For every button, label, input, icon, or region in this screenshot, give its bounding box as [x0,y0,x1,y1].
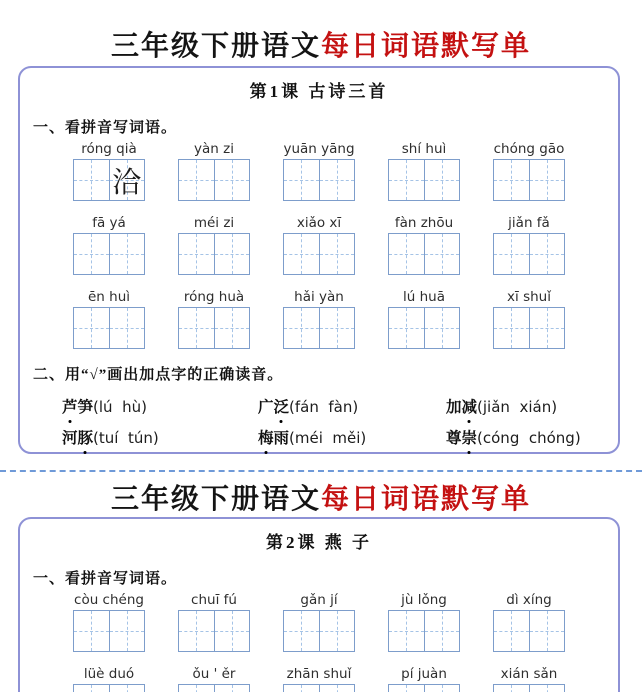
writing-grid[interactable] [178,307,250,349]
word-grid [178,666,250,692]
grid-cell[interactable] [494,308,529,348]
page-title-1 [0,24,642,64]
grid-cell[interactable] [424,685,460,692]
title-black-part: 三年级下册语文 [110,484,321,515]
word-grid [178,215,250,275]
writing-grid[interactable] [493,610,565,652]
writing-grid[interactable] [283,233,355,275]
grid-cell[interactable] [389,611,424,651]
pinyin-label: yàn zi [194,141,234,157]
grid-cell[interactable] [319,160,355,200]
writing-grid[interactable] [388,159,460,201]
proofread-item [446,395,557,417]
sheet2-grid-row-1 [20,592,618,652]
pinyin-label: xī shuǐ [507,289,551,305]
grid-cell[interactable] [389,308,424,348]
writing-grid[interactable] [493,684,565,692]
pinyin-options[interactable]: (fán fàn) [289,398,359,416]
word-grid [493,289,565,349]
word-grid [73,141,145,201]
word-grid [283,289,355,349]
writing-grid[interactable] [493,307,565,349]
grid-cell[interactable] [389,685,424,692]
answer-char: 洽 [112,166,142,199]
grid-cell[interactable] [179,308,214,348]
grid-cell[interactable] [179,160,214,200]
pinyin-label: róng huà [183,289,245,305]
pinyin-label: hǎi yàn [294,289,344,305]
grid-cell[interactable] [179,234,214,274]
grid-cell[interactable] [284,308,319,348]
pinyin-label: róng qià [81,141,137,157]
word-grid [178,141,250,201]
proofread-item [446,426,581,448]
proofread-item [258,395,446,417]
grid-cell[interactable] [214,685,250,692]
word-grid [73,215,145,275]
writing-grid[interactable] [493,159,565,201]
grid-cell[interactable] [424,308,460,348]
lesson-1-title: 第1课 古诗三首 [249,82,389,101]
proofread-hanzi: 加减 [446,395,477,417]
pinyin-label: ēn huì [87,289,131,305]
proofread-hanzi: 尊崇 [446,426,477,448]
pinyin-label: jù lǒng [401,592,447,608]
writing-grid[interactable] [388,233,460,275]
page-title-2 [0,477,642,517]
writing-grid[interactable] [388,610,460,652]
grid-cell[interactable] [529,308,565,348]
pinyin-label: gǎn jí [300,592,338,608]
writing-grid[interactable] [493,233,565,275]
word-grid [73,289,145,349]
pinyin-label: shí huì [401,141,447,157]
page-separator-dashed-line [0,470,642,472]
grid-cell[interactable] [529,234,565,274]
grid-cell[interactable] [494,611,529,651]
grid-cell[interactable] [494,160,529,200]
writing-grid[interactable] [73,610,145,652]
grid-cell[interactable] [494,685,529,692]
grid-cell[interactable] [319,234,355,274]
grid-cell[interactable] [284,234,319,274]
writing-grid[interactable] [388,684,460,692]
writing-grid[interactable] [178,684,250,692]
grid-cell[interactable] [214,160,250,200]
pinyin-label: chóng gāo [493,141,565,157]
grid-cell[interactable] [74,685,109,692]
writing-grid[interactable] [73,233,145,275]
pinyin-label: pí juàn [401,666,447,682]
title-red-part: 每日词语默写单 [321,484,532,515]
grid-cell[interactable] [109,308,145,348]
writing-grid[interactable] [283,307,355,349]
grid-cell[interactable] [74,234,109,274]
pinyin-label: zhān shuǐ [286,666,352,682]
pinyin-label: xián sǎn [500,666,558,682]
grid-cell[interactable] [214,234,250,274]
writing-grid[interactable] [73,307,145,349]
grid-cell[interactable] [109,685,145,692]
word-grid [178,289,250,349]
writing-grid[interactable] [283,610,355,652]
pinyin-label: chuī fú [191,592,237,608]
grid-cell[interactable] [109,160,145,200]
sheet2-part1-heading: 一、看拼音写词语。 [33,571,178,587]
title-red-part: 每日词语默写单 [321,31,532,62]
pinyin-label: yuān yāng [283,141,355,157]
proofread-row-1 [20,395,618,417]
grid-cell[interactable] [389,234,424,274]
pinyin-label: dì xíng [506,592,552,608]
answer-char [74,160,109,200]
pinyin-options[interactable]: (méi měi) [289,429,367,447]
pinyin-options[interactable]: (jiǎn xián) [477,398,558,416]
proofread-item [258,426,446,448]
word-grid [493,666,565,692]
pinyin-label: ǒu ' ěr [192,666,236,682]
writing-grid[interactable] [73,159,145,201]
word-grid [493,215,565,275]
grid-cell[interactable] [179,685,214,692]
grid-cell[interactable] [109,234,145,274]
grid-cell[interactable] [494,234,529,274]
pinyin-options[interactable]: (tuí tún) [93,429,159,447]
pinyin-label: fā yá [92,215,126,231]
word-grid [73,666,145,692]
sheet1-grid-row-1 [20,141,618,201]
writing-grid[interactable] [178,610,250,652]
grid-cell[interactable] [389,160,424,200]
grid-cell[interactable] [319,308,355,348]
pinyin-label: jiǎn fǎ [508,215,550,231]
writing-grid[interactable] [283,684,355,692]
word-grid [178,592,250,652]
sheet1-part1-heading: 一、看拼音写词语。 [33,120,178,136]
pinyin-label: méi zi [193,215,235,231]
word-grid [388,666,460,692]
sheet1-grid-row-2 [20,215,618,275]
pinyin-options[interactable]: (cóng chóng) [477,429,581,447]
grid-cell[interactable] [424,234,460,274]
pinyin-label: lüè duó [83,666,135,682]
proofread-hanzi: 芦笋 [62,395,93,417]
word-grid [283,666,355,692]
grid-cell[interactable] [529,685,565,692]
writing-grid[interactable] [388,307,460,349]
word-grid [388,215,460,275]
proofread-item [62,426,258,448]
sheet2-grid-row-2 [20,666,618,692]
grid-cell[interactable] [109,611,145,651]
writing-grid[interactable] [178,159,250,201]
word-grid [493,141,565,201]
grid-cell[interactable] [214,611,250,651]
grid-cell[interactable] [424,611,460,651]
title-black-part: 三年级下册语文 [110,31,321,62]
grid-cell[interactable] [179,611,214,651]
word-grid [388,592,460,652]
proofread-item [62,395,258,417]
proofread-row-2 [20,426,618,448]
pinyin-label: lú huā [403,289,445,305]
word-grid [283,215,355,275]
sheet-lesson-1 [18,66,620,454]
grid-cell[interactable] [74,308,109,348]
pinyin-options[interactable]: (lú hù) [93,398,147,416]
word-grid [388,289,460,349]
grid-cell[interactable] [74,160,109,200]
grid-cell[interactable] [284,160,319,200]
word-grid [73,592,145,652]
grid-cell[interactable] [424,160,460,200]
grid-cell[interactable] [529,160,565,200]
word-grid [388,141,460,201]
writing-grid[interactable] [283,159,355,201]
sheet1-part2-heading: 二、用“√”画出加点字的正确读音。 [33,367,284,383]
proofread-hanzi: 河豚 [62,426,93,448]
pinyin-label: còu chéng [74,592,144,608]
lesson-2-title: 第2课 燕 子 [266,533,372,552]
grid-cell[interactable] [284,611,319,651]
grid-cell[interactable] [529,611,565,651]
word-grid [283,141,355,201]
grid-cell[interactable] [319,685,355,692]
grid-cell[interactable] [284,685,319,692]
sheet-lesson-2 [18,517,620,692]
writing-grid[interactable] [178,233,250,275]
proofread-hanzi: 梅雨 [258,426,289,448]
pinyin-label: xiǎo xī [296,215,342,231]
writing-grid[interactable] [73,684,145,692]
proofread-hanzi: 广泛 [258,395,289,417]
word-grid [283,592,355,652]
grid-cell[interactable] [319,611,355,651]
word-grid [493,592,565,652]
pinyin-label: fàn zhōu [394,215,454,231]
grid-cell[interactable] [214,308,250,348]
sheet1-grid-row-3 [20,289,618,349]
grid-cell[interactable] [74,611,109,651]
